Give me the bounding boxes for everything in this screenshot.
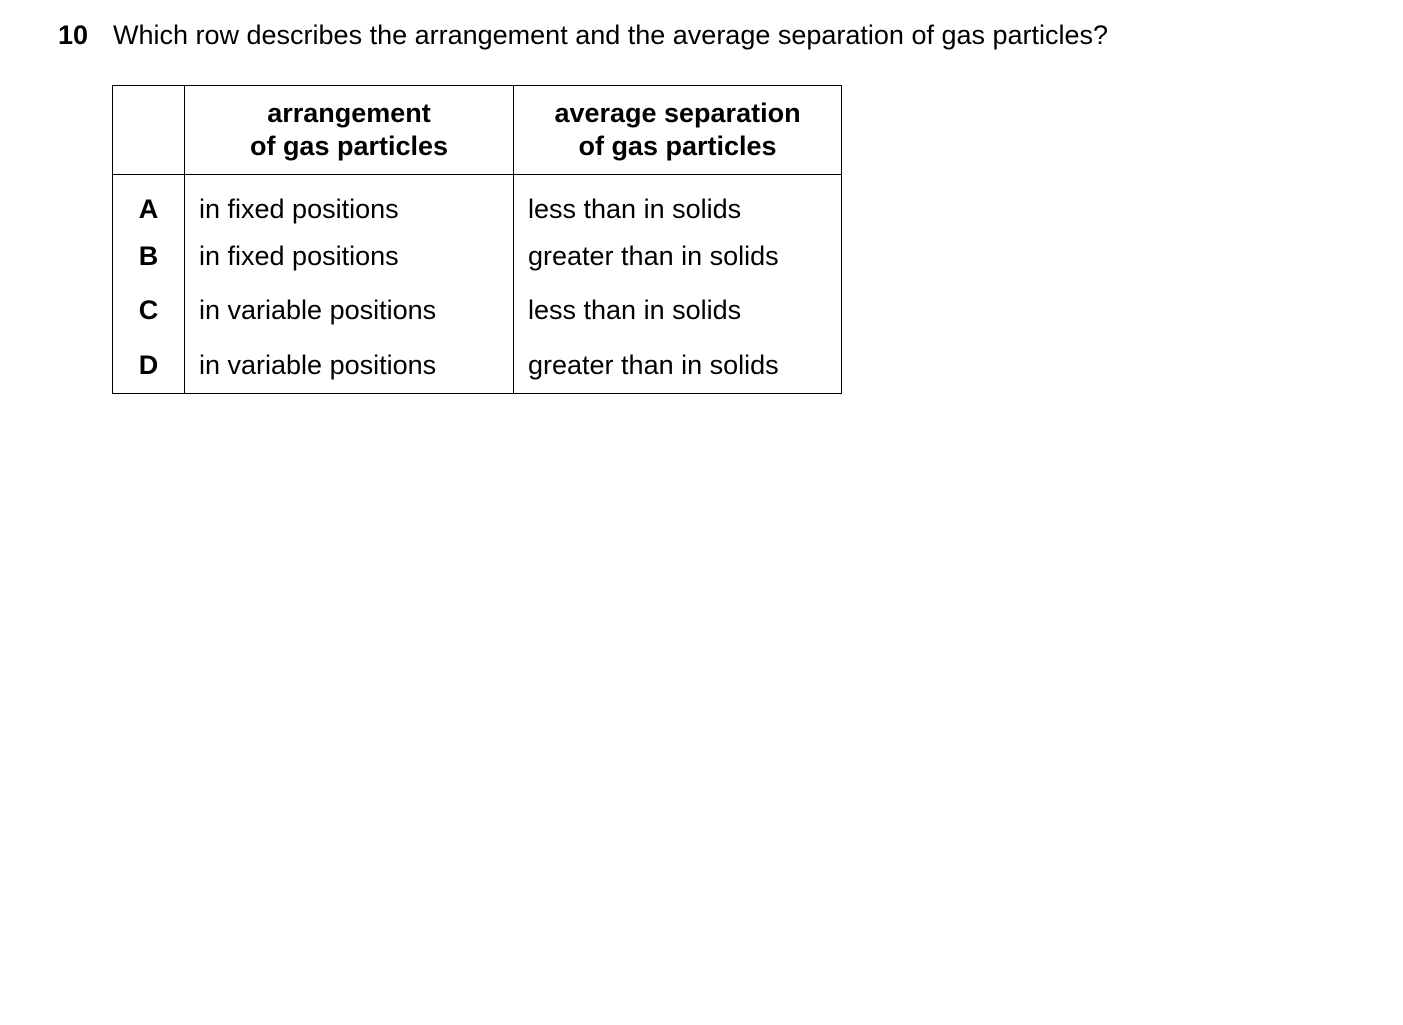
- arrangement-cell: in fixed positions: [185, 175, 514, 230]
- header-arrangement-line1: arrangement: [267, 98, 431, 128]
- table-row-a: [113, 175, 842, 230]
- header-arrangement: [185, 86, 514, 175]
- separation-cell: less than in solids: [514, 175, 842, 230]
- option-letter: D: [113, 338, 185, 393]
- table-row-b: [113, 229, 842, 284]
- header-separation: [514, 86, 842, 175]
- table-header-row: [113, 86, 842, 175]
- arrangement-cell: in variable positions: [185, 338, 514, 393]
- question: [58, 18, 1108, 52]
- arrangement-cell: in fixed positions: [185, 229, 514, 284]
- header-separation-line2: of gas particles: [578, 131, 777, 161]
- table-row-c: [113, 284, 842, 339]
- options-table: [112, 85, 842, 394]
- separation-cell: greater than in solids: [514, 338, 842, 393]
- separation-cell: greater than in solids: [514, 229, 842, 284]
- option-letter: B: [113, 229, 185, 284]
- header-letter-blank: [113, 86, 185, 175]
- header-arrangement-line2: of gas particles: [249, 131, 449, 161]
- arrangement-cell: in variable positions: [185, 284, 514, 339]
- question-text: Which row describes the arrangement and the average separation of gas particles?: [113, 20, 1109, 50]
- header-separation-line1: average separation: [554, 98, 801, 128]
- separation-cell: less than in solids: [514, 284, 842, 339]
- option-letter: A: [113, 175, 185, 230]
- question-number: 10: [58, 20, 89, 50]
- table-row-d: [113, 338, 842, 393]
- option-letter: C: [113, 284, 185, 339]
